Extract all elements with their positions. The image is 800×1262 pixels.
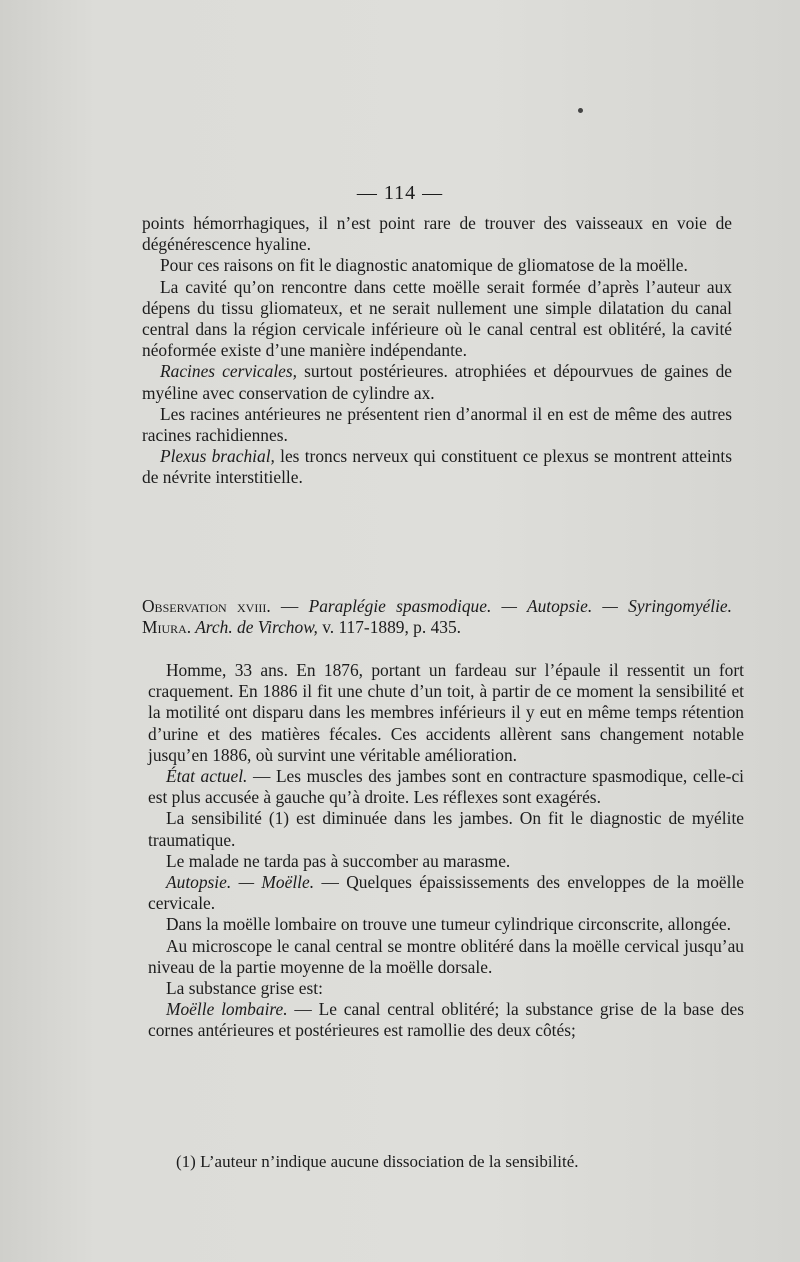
observation-dash: — [270,596,309,616]
paragraph: Dans la moëlle lombaire on trouve une tumeur cylindrique circonscrite, allongée. [166,914,732,935]
text-block-upper [142,213,732,489]
observation-line [142,596,732,638]
page-number: — 114 — [356,182,444,204]
ink-speck [578,108,583,113]
paragraph-lead: État actuel. [166,766,248,787]
paragraph [148,766,744,808]
observation-author: Miura. [142,617,192,638]
paragraph: La substance grise est: [166,978,323,999]
paragraph-body: les troncs nerveux qui constituent ce plexus se montrent atteints de névrite interstitielle. [142,446,733,488]
paragraph-body: — Quelques épaississements des enveloppes de la moëlle cervicale. [148,872,744,914]
paragraph [148,872,744,914]
observation-number: xviii. [237,596,271,616]
paragraph-lead: Racines cervicales, [160,361,297,382]
paragraph-lead: Plexus brachial, [160,446,275,467]
paragraph: La cavité qu’on rencontre dans cette moëlle serait formée d’après l’auteur aux dépens du tissu gliomateux, et ne serait nullement une simple dilatation du canal central dans la région cervicale inférieure où le canal central est oblitéré, la cavité néoformée existe d’une manière indépendante. [142,276,732,361]
observation-heading [142,596,732,638]
paragraph [148,999,744,1041]
observation-title: Paraplégie spasmodique. — Autopsie. — Syringomyélie. [308,596,732,616]
paragraph: La sensibilité (1) est diminuée dans les jambes. On fit le diagnostic de myélite traumatique. [148,808,744,850]
observation-label: Observation [142,596,227,616]
paragraph: points hémorrhagiques, il n’est point rare de trouver des vaisseaux en voie de dégénérescence hyaline. [142,213,732,255]
observation-reference: v. 117-1889, p. 435. [317,617,461,638]
paragraph [142,446,732,488]
paragraph-body: surtout postérieures. atrophiées et dépourvues de gaines de myéline avec conservation de cylindre ax. [142,361,732,403]
paragraph [142,361,732,403]
paragraph-lead: Moëlle lombaire. [166,999,288,1020]
paragraph-body: — Les muscles des jambes sont en contracture spasmodique, celle-ci est plus accusée à gauche qu’à droite. Les réflexes sont exagérés. [148,766,745,808]
text-block-observation [148,660,744,1042]
paragraph: Pour ces raisons on fit le diagnostic anatomique de gliomatose de la moëlle. [160,255,688,276]
footnote: (1) L’auteur n’indique aucune dissociation de la sensibilité. [176,1152,579,1171]
paragraph-lead: Autopsie. — Moëlle. [166,872,315,893]
paragraph: Au microscope le canal central se montre oblitéré dans la moëlle cervical jusqu’au niveau de la partie moyenne de la moëlle dorsale. [148,935,744,977]
observation-journal: Arch. de Virchow, [191,617,318,638]
paragraph: Homme, 33 ans. En 1876, portant un fardeau sur l’épaule il ressentit un fort craquement. En 1886 il fit une chute d’un toit, à partir de ce moment la sensibilité et la motilité ont disparu dans les membres inférieurs il y eut en même temps rétention d’urine et des matières fécales. Ces accidents allèrent sans changement notable jusqu’en 1886, où survint une véritable amélioration. [148,660,744,765]
paragraph: Le malade ne tarda pas à succomber au marasme. [166,850,511,871]
paragraph: Les racines antérieures ne présentent rien d’anormal il en est de même des autres racines rachidiennes. [142,403,732,446]
paragraph-body: — Le canal central oblitéré; la substance grise de la base des cornes antérieures et postérieures est ramollie des deux côtés; [148,999,744,1041]
